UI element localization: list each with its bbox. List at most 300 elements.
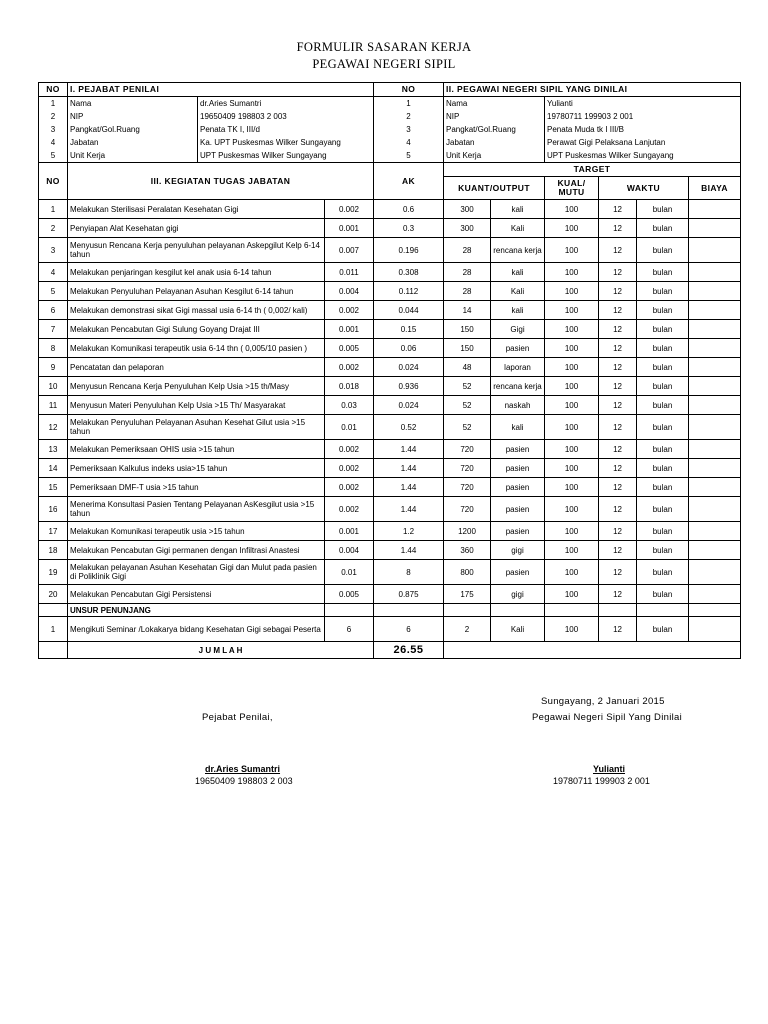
waktu-value: 12: [599, 320, 637, 339]
biaya-value: [689, 560, 741, 585]
identity-no-2: 4: [374, 136, 444, 149]
ak-value: 0.112: [374, 282, 444, 301]
kual-mutu: 100: [545, 282, 599, 301]
identity-row: [39, 97, 741, 111]
kuant-quantity: 150: [444, 320, 491, 339]
activity-row: [39, 219, 741, 238]
identity-no-2: 1: [374, 97, 444, 111]
identity-no-2: 3: [374, 123, 444, 136]
waktu-value: 12: [599, 497, 637, 522]
angka-kredit: 0.001: [325, 320, 374, 339]
activity-no: 2: [39, 219, 68, 238]
pejabat-nip: 19650409 198803 2 003: [195, 776, 293, 786]
waktu-header: WAKTU: [599, 177, 689, 200]
place-date: Sungayang, 2 Januari 2015: [541, 696, 665, 707]
waktu-value: 12: [599, 522, 637, 541]
cell: [444, 604, 491, 617]
biaya-value: [689, 396, 741, 415]
kuant-quantity: 720: [444, 478, 491, 497]
activity-description: Menyusun Rencana Kerja penyuluhan pelayanan Askepgilut Kelp 6-14 tahun: [68, 238, 325, 263]
pejabat-field-label: Nama: [68, 97, 198, 111]
activity-description: Melakukan Komunikasi terapeutik usia >15 tahun: [68, 522, 325, 541]
waktu-unit: bulan: [637, 282, 689, 301]
kual-mutu: 100: [545, 339, 599, 358]
pegawai-dinilai-label: Pegawai Negeri Sipil Yang Dinilai: [532, 712, 683, 723]
kuant-quantity: 720: [444, 459, 491, 478]
identity-row: [39, 149, 741, 163]
waktu-value: 12: [599, 415, 637, 440]
pejabat-header-row: [39, 83, 741, 97]
kual-mutu: 100: [545, 459, 599, 478]
waktu-unit: bulan: [637, 541, 689, 560]
activity-description: Melakukan Sterilisasi Peralatan Kesehatan Gigi: [68, 200, 325, 219]
identity-no: 1: [39, 97, 68, 111]
waktu-value: 12: [599, 478, 637, 497]
activity-no: 11: [39, 396, 68, 415]
kuant-quantity: 28: [444, 282, 491, 301]
kuant-quantity: 360: [444, 541, 491, 560]
activity-row: [39, 497, 741, 522]
biaya-value: [689, 358, 741, 377]
kual-mutu: 100: [545, 415, 599, 440]
activity-row: [39, 200, 741, 219]
activity-description: Pemeriksaan DMF-T usia >15 tahun: [68, 478, 325, 497]
activity-no: 10: [39, 377, 68, 396]
angka-kredit: 0.007: [325, 238, 374, 263]
biaya-value: [689, 415, 741, 440]
kual-mutu: 100: [545, 219, 599, 238]
activity-no: 14: [39, 459, 68, 478]
activity-description: Melakukan penjaringan kesgilut kel anak usia 6-14 tahun: [68, 263, 325, 282]
kual-mutu: 100: [545, 541, 599, 560]
activity-row: [39, 396, 741, 415]
activity-row: [39, 617, 741, 642]
ak-value: 1.44: [374, 478, 444, 497]
ak-value: 0.6: [374, 200, 444, 219]
activity-description: Menerima Konsultasi Pasien Tentang Pelayanan AsKesgilut usia >15 tahun: [68, 497, 325, 522]
pejabat-field-label: NIP: [68, 110, 198, 123]
waktu-unit: bulan: [637, 459, 689, 478]
kual-mutu: 100: [545, 617, 599, 642]
cell: [491, 604, 545, 617]
biaya-header: BIAYA: [689, 177, 741, 200]
target-header: TARGET: [444, 163, 741, 177]
kual-mutu: 100: [545, 301, 599, 320]
waktu-unit: bulan: [637, 440, 689, 459]
kuant-unit: kali: [491, 200, 545, 219]
kual-mutu: 100: [545, 585, 599, 604]
activity-description: Melakukan demonstrasi sikat Gigi massal usia 6-14 th ( 0,002/ kali): [68, 301, 325, 320]
kuant-quantity: 14: [444, 301, 491, 320]
kuant-unit: Kali: [491, 219, 545, 238]
activity-description: Mengikuti Seminar /Lokakarya bidang Kesehatan Gigi sebagai Peserta: [68, 617, 325, 642]
pejabat-name: dr.Aries Sumantri: [205, 764, 281, 774]
sasaran-kerja-table: [38, 82, 741, 659]
angka-kredit: 0.004: [325, 541, 374, 560]
waktu-value: 12: [599, 301, 637, 320]
kuant-unit: rencana kerja: [491, 377, 545, 396]
waktu-unit: bulan: [637, 219, 689, 238]
waktu-unit: bulan: [637, 497, 689, 522]
pegawai-dinilai-header: II. PEGAWAI NEGERI SIPIL YANG DINILAI: [444, 83, 741, 97]
kual-mutu: 100: [545, 440, 599, 459]
kuant-unit: laporan: [491, 358, 545, 377]
biaya-value: [689, 617, 741, 642]
kual-mutu: 100: [545, 478, 599, 497]
biaya-value: [689, 301, 741, 320]
activity-row: [39, 263, 741, 282]
kuant-quantity: 52: [444, 396, 491, 415]
activity-description: Melakukan Penyuluhan Pelayanan Asuhan Kesgilut 6-14 tahun: [68, 282, 325, 301]
biaya-value: [689, 585, 741, 604]
ak-value: 0.875: [374, 585, 444, 604]
angka-kredit: 0.002: [325, 478, 374, 497]
waktu-value: 12: [599, 219, 637, 238]
kual-mutu: 100: [545, 263, 599, 282]
activity-description: Melakukan pelayanan Asuhan Kesehatan Gigi dan Mulut pada pasien di Poliklinik Gigi: [68, 560, 325, 585]
ak-value: 8: [374, 560, 444, 585]
cell: [39, 642, 68, 659]
waktu-value: 12: [599, 358, 637, 377]
kuant-quantity: 2: [444, 617, 491, 642]
ak-value: 0.06: [374, 339, 444, 358]
ak-value: 0.936: [374, 377, 444, 396]
activity-no: 1: [39, 617, 68, 642]
waktu-value: 12: [599, 339, 637, 358]
kuant-unit: pasien: [491, 459, 545, 478]
ak-header: AK: [374, 163, 444, 200]
biaya-value: [689, 282, 741, 301]
waktu-unit: bulan: [637, 358, 689, 377]
kuant-unit: Gigi: [491, 320, 545, 339]
kual-mutu: 100: [545, 396, 599, 415]
kuant-quantity: 150: [444, 339, 491, 358]
ak-value: 1.44: [374, 541, 444, 560]
unsur-penunjang-title: UNSUR PENUNJANG: [68, 604, 325, 617]
pegawai-field-value: Penata Muda tk I III/B: [545, 123, 741, 136]
activity-no: 18: [39, 541, 68, 560]
identity-no: 4: [39, 136, 68, 149]
ak-value: 1.44: [374, 459, 444, 478]
activity-no: 5: [39, 282, 68, 301]
biaya-value: [689, 440, 741, 459]
waktu-value: 12: [599, 440, 637, 459]
activity-description: Melakukan Pencabutan Gigi Sulung Goyang Drajat III: [68, 320, 325, 339]
pegawai-field-value: Perawat Gigi Pelaksana Lanjutan: [545, 136, 741, 149]
activity-no: 6: [39, 301, 68, 320]
cell: [637, 604, 689, 617]
waktu-unit: bulan: [637, 263, 689, 282]
pejabat-penilai-label: Pejabat Penilai,: [202, 712, 273, 723]
waktu-unit: bulan: [637, 560, 689, 585]
penunjang-header-row: [39, 604, 741, 617]
biaya-value: [689, 200, 741, 219]
ak-value: 1.44: [374, 497, 444, 522]
kual-mutu: 100: [545, 358, 599, 377]
activity-no: 4: [39, 263, 68, 282]
kual-mutu: 100: [545, 497, 599, 522]
biaya-value: [689, 238, 741, 263]
waktu-unit: bulan: [637, 301, 689, 320]
waktu-unit: bulan: [637, 478, 689, 497]
pegawai-field-value: UPT Puskesmas Wilker Sungayang: [545, 149, 741, 163]
activity-no: 9: [39, 358, 68, 377]
biaya-value: [689, 320, 741, 339]
waktu-value: 12: [599, 238, 637, 263]
activity-row: [39, 358, 741, 377]
kuant-quantity: 800: [444, 560, 491, 585]
identity-no: 2: [39, 110, 68, 123]
kuant-quantity: 1200: [444, 522, 491, 541]
kegiatan-header-row: [39, 163, 741, 177]
biaya-value: [689, 497, 741, 522]
activity-row: [39, 541, 741, 560]
activity-description: Pencatatan dan pelaporan: [68, 358, 325, 377]
angka-kredit: 0.001: [325, 522, 374, 541]
kuant-unit: pasien: [491, 497, 545, 522]
kuant-unit: kali: [491, 263, 545, 282]
ak-value: 0.52: [374, 415, 444, 440]
activity-no: 1: [39, 200, 68, 219]
identity-row: [39, 136, 741, 149]
waktu-unit: bulan: [637, 320, 689, 339]
pegawai-field-label: Jabatan: [444, 136, 545, 149]
activity-row: [39, 522, 741, 541]
activity-no: 12: [39, 415, 68, 440]
pegawai-field-label: Pangkat/Gol.Ruang: [444, 123, 545, 136]
cell: [325, 604, 374, 617]
angka-kredit: 0.004: [325, 282, 374, 301]
kuant-unit: naskah: [491, 396, 545, 415]
activity-row: [39, 440, 741, 459]
kuant-unit: pasien: [491, 560, 545, 585]
identity-no: 3: [39, 123, 68, 136]
ak-value: 0.196: [374, 238, 444, 263]
kuant-unit: pasien: [491, 440, 545, 459]
kuant-unit: pasien: [491, 522, 545, 541]
pegawai-field-value: Yulianti: [545, 97, 741, 111]
ak-value: 1.44: [374, 440, 444, 459]
activity-description: Melakukan Pencabutan Gigi permanen dengan Infiltrasi Anastesi: [68, 541, 325, 560]
angka-kredit: 6: [325, 617, 374, 642]
activity-row: [39, 459, 741, 478]
pejabat-field-value: Penata TK I, III/d: [198, 123, 374, 136]
ak-value: 1.2: [374, 522, 444, 541]
kual-mutu: 100: [545, 238, 599, 263]
angka-kredit: 0.002: [325, 459, 374, 478]
ak-value: 0.308: [374, 263, 444, 282]
activity-row: [39, 301, 741, 320]
pejabat-field-label: Jabatan: [68, 136, 198, 149]
kuant-quantity: 175: [444, 585, 491, 604]
activity-description: Melakukan Penyuluhan Pelayanan Asuhan Kesehat Gilut usia >15 tahun: [68, 415, 325, 440]
kuant-quantity: 28: [444, 263, 491, 282]
waktu-unit: bulan: [637, 377, 689, 396]
angka-kredit: 0.018: [325, 377, 374, 396]
form-subtitle: PEGAWAI NEGERI SIPIL: [312, 57, 456, 71]
kual-mutu-header: KUAL/ MUTU: [545, 177, 599, 200]
ak-value: 0.044: [374, 301, 444, 320]
activity-row: [39, 478, 741, 497]
activity-row: [39, 339, 741, 358]
angka-kredit: 0.001: [325, 219, 374, 238]
waktu-value: 12: [599, 459, 637, 478]
activity-no: 19: [39, 560, 68, 585]
activity-description: Melakukan Pemeriksaan OHIS usia >15 tahun: [68, 440, 325, 459]
angka-kredit: 0.002: [325, 200, 374, 219]
activity-description: Penyiapan Alat Kesehatan gigi: [68, 219, 325, 238]
cell: [444, 642, 741, 659]
angka-kredit: 0.03: [325, 396, 374, 415]
activity-no: 15: [39, 478, 68, 497]
activity-row: [39, 282, 741, 301]
table-body: [39, 83, 741, 659]
activity-description: Melakukan Komunikasi terapeutik usia 6-14 thn ( 0,005/10 pasien ): [68, 339, 325, 358]
kuant-unit: pasien: [491, 478, 545, 497]
cell: [599, 604, 637, 617]
ak-value: 6: [374, 617, 444, 642]
waktu-value: 12: [599, 560, 637, 585]
biaya-value: [689, 522, 741, 541]
angka-kredit: 0.01: [325, 415, 374, 440]
kuant-unit: Kali: [491, 617, 545, 642]
ak-value: 0.024: [374, 396, 444, 415]
waktu-unit: bulan: [637, 396, 689, 415]
activity-row: [39, 585, 741, 604]
kuant-quantity: 52: [444, 415, 491, 440]
kual-mutu: 100: [545, 522, 599, 541]
angka-kredit: 0.005: [325, 339, 374, 358]
pegawai-field-label: Unit Kerja: [444, 149, 545, 163]
pegawai-field-label: NIP: [444, 110, 545, 123]
waktu-value: 12: [599, 396, 637, 415]
activity-row: [39, 320, 741, 339]
kuant-unit: gigi: [491, 585, 545, 604]
waktu-unit: bulan: [637, 585, 689, 604]
kuant-unit: pasien: [491, 339, 545, 358]
angka-kredit: 0.002: [325, 301, 374, 320]
pegawai-field-value: 19780711 199903 2 001: [545, 110, 741, 123]
pejabat-field-label: Unit Kerja: [68, 149, 198, 163]
waktu-unit: bulan: [637, 415, 689, 440]
penunjang-no-empty: [39, 604, 68, 617]
kual-mutu: 100: [545, 377, 599, 396]
identity-no: 5: [39, 149, 68, 163]
activity-row: [39, 560, 741, 585]
activity-description: Menyusun Materi Penyuluhan Kelp Usia >15 Th/ Masyarakat: [68, 396, 325, 415]
identity-no-2: 2: [374, 110, 444, 123]
kuant-quantity: 300: [444, 219, 491, 238]
pegawai-name: Yulianti: [593, 764, 626, 774]
activity-no: 8: [39, 339, 68, 358]
identity-row: [39, 123, 741, 136]
waktu-value: 12: [599, 617, 637, 642]
kuant-quantity: 720: [444, 497, 491, 522]
angka-kredit: 0.005: [325, 585, 374, 604]
kuant-quantity: 28: [444, 238, 491, 263]
waktu-value: 12: [599, 282, 637, 301]
biaya-value: [689, 219, 741, 238]
kuant-quantity: 720: [444, 440, 491, 459]
angka-kredit: 0.011: [325, 263, 374, 282]
angka-kredit: 0.002: [325, 440, 374, 459]
ak-value: 0.024: [374, 358, 444, 377]
kuant-quantity: 300: [444, 200, 491, 219]
form-title: FORMULIR SASARAN KERJA: [296, 40, 472, 54]
ak-value: 0.3: [374, 219, 444, 238]
pejabat-field-value: 19650409 198803 2 003: [198, 110, 374, 123]
waktu-unit: bulan: [637, 200, 689, 219]
kuant-quantity: 48: [444, 358, 491, 377]
activity-no: 3: [39, 238, 68, 263]
angka-kredit: 0.01: [325, 560, 374, 585]
biaya-value: [689, 339, 741, 358]
kuant-unit: gigi: [491, 541, 545, 560]
activity-no: 13: [39, 440, 68, 459]
kuant-output-header: KUANT/OUTPUT: [444, 177, 545, 200]
activity-description: Pemeriksaan Kalkulus indeks usia>15 tahun: [68, 459, 325, 478]
angka-kredit: 0.002: [325, 358, 374, 377]
pejabat-field-value: UPT Puskesmas Wilker Sungayang: [198, 149, 374, 163]
kuant-unit: kali: [491, 415, 545, 440]
activity-row: [39, 238, 741, 263]
waktu-unit: bulan: [637, 339, 689, 358]
pejabat-field-value: Ka. UPT Puskesmas Wilker Sungayang: [198, 136, 374, 149]
biaya-value: [689, 478, 741, 497]
activity-description: Menyusun Rencana Kerja Penyuluhan Kelp Usia >15 th/Masy: [68, 377, 325, 396]
cell: [374, 604, 444, 617]
waktu-value: 12: [599, 585, 637, 604]
no-header: NO: [39, 83, 68, 97]
pegawai-field-label: Nama: [444, 97, 545, 111]
waktu-unit: bulan: [637, 617, 689, 642]
kuant-unit: Kali: [491, 282, 545, 301]
activity-no: 7: [39, 320, 68, 339]
pejabat-field-label: Pangkat/Gol.Ruang: [68, 123, 198, 136]
biaya-value: [689, 541, 741, 560]
pegawai-nip: 19780711 199903 2 001: [553, 776, 650, 786]
waktu-value: 12: [599, 377, 637, 396]
activity-no: 17: [39, 522, 68, 541]
activity-description: Melakukan Pencabutan Gigi Persistensi: [68, 585, 325, 604]
kuant-unit: rencana kerja: [491, 238, 545, 263]
waktu-unit: bulan: [637, 238, 689, 263]
cell: [689, 604, 741, 617]
identity-no-2: 5: [374, 149, 444, 163]
kuant-unit: kali: [491, 301, 545, 320]
kuant-quantity: 52: [444, 377, 491, 396]
waktu-value: 12: [599, 541, 637, 560]
kual-mutu: 100: [545, 560, 599, 585]
jumlah-value: 26.55: [374, 642, 444, 659]
activity-no: 20: [39, 585, 68, 604]
biaya-value: [689, 377, 741, 396]
jumlah-label: J U M L A H: [68, 642, 374, 659]
angka-kredit: 0.002: [325, 497, 374, 522]
jumlah-row: [39, 642, 741, 659]
pejabat-penilai-header: I. PEJABAT PENILAI: [68, 83, 374, 97]
waktu-value: 12: [599, 263, 637, 282]
identity-row: [39, 110, 741, 123]
cell: [545, 604, 599, 617]
kual-mutu: 100: [545, 200, 599, 219]
activity-no: 16: [39, 497, 68, 522]
biaya-value: [689, 263, 741, 282]
ak-value: 0.15: [374, 320, 444, 339]
activity-row: [39, 415, 741, 440]
activity-row: [39, 377, 741, 396]
kegiatan-header: III. KEGIATAN TUGAS JABATAN: [68, 163, 374, 200]
